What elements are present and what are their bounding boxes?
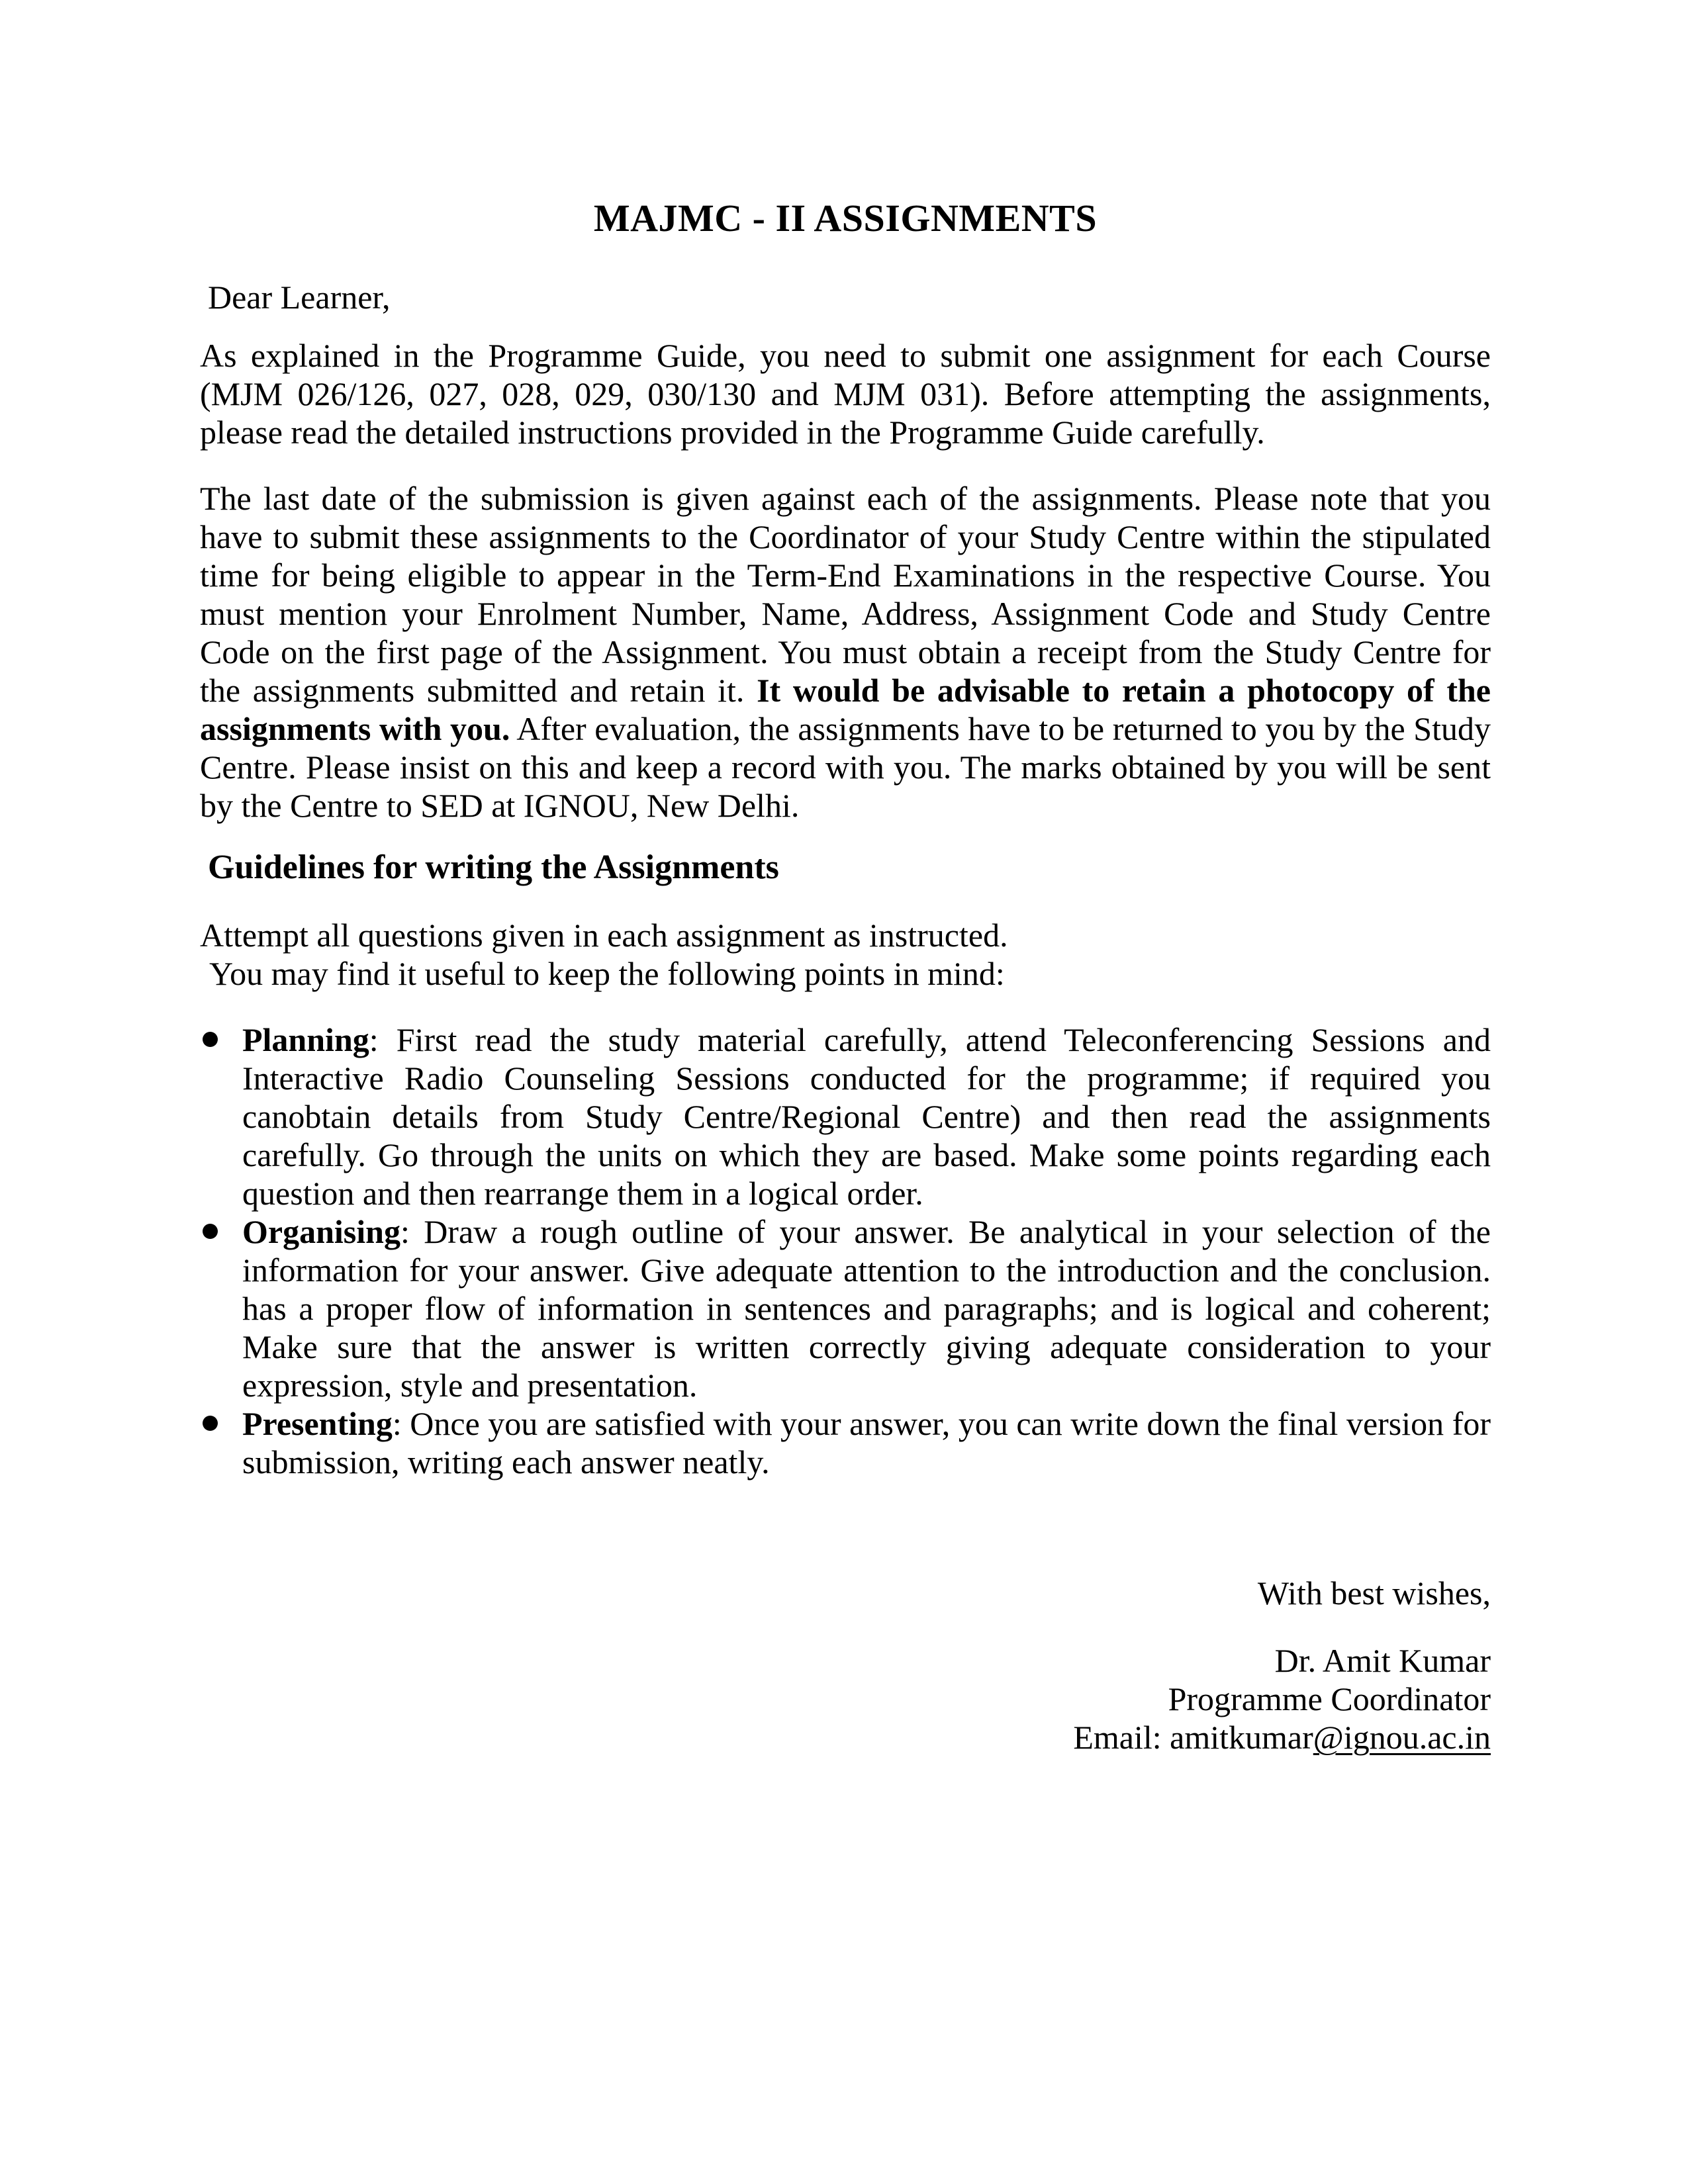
closing-line: With best wishes, [1257, 1574, 1491, 1612]
list-item-planning [242, 1021, 1491, 1212]
submission-text-before-bold: The last date of the submission is given against each of the assignments. Please note that you have to submit these assignments to the Coordinator of your Study Centre within the stipulated time for being eligible to appear in the Term-End Examinations in the respective Course. You must mention your Enrolment Number, Name, Address, Assignment Code and Study Centre Code on the first page of the Assignment. You must obtain a receipt from the Study Centre for the assignments submitted and retain it. [200, 480, 1491, 709]
salutation: Dear Learner, [208, 279, 391, 316]
page-title: MAJMC - II ASSIGNMENTS [593, 197, 1098, 240]
bullet-text-organising: : Draw a rough outline of your answer. Be analytical in your selection of the information for your answer. Give adequate attention to the introduction and the conclusion. has a proper flow of information in sentences and paragraphs; and is logical and coherent; Make sure that the answer is written correctly giving adequate consideration to your expression, style and presentation. [242, 1213, 1491, 1404]
email-label: Email: amitkumar [1073, 1719, 1313, 1756]
submission-text-after-bold: After evaluation, the assignments have to be returned to you by the Study Centre. Please insist on this and keep a record with you. The marks obtained by you will be sent by the Centre to SED at IGNOU, New Delhi. [200, 710, 1491, 824]
guidelines-line-1: Attempt all questions given in each assignment as instructed. [200, 917, 1008, 954]
email-link[interactable]: @ignou.ac.in [1313, 1719, 1491, 1756]
bullet-label-planning: Planning [242, 1021, 369, 1058]
bullet-icon [203, 1032, 218, 1047]
bullet-label-organising: Organising [242, 1213, 400, 1250]
signature-name: Dr. Amit Kumar [1274, 1642, 1491, 1679]
signature-email-line [200, 1718, 1491, 1756]
list-item-presenting [242, 1404, 1491, 1481]
bullet-icon [203, 1224, 218, 1239]
guidelines-line-2: You may find it useful to keep the following points in mind: [209, 955, 1005, 992]
signature-role: Programme Coordinator [1168, 1680, 1491, 1717]
bullet-text-presenting: : Once you are satisfied with your answer, you can write down the final version for submission, writing each answer neatly. [242, 1405, 1491, 1480]
bullet-label-presenting: Presenting [242, 1405, 393, 1442]
submission-text-bold: It would be advisable to retain a photocopy of the assignments with you. [200, 672, 1491, 747]
signature-block [200, 1574, 1491, 1756]
guidelines-list [200, 1021, 1491, 1481]
bullet-text-planning: : First read the study material carefully, attend Teleconferencing Sessions and Interactive Radio Counseling Sessions conducted for the programme; if required you canobtain details from Study Centre/Regional Centre) and then read the assignments carefully. Go through the units on which they are based. Make some points regarding each question and then rearrange them in a logical order. [242, 1021, 1491, 1212]
guidelines-heading: Guidelines for writing the Assignments [208, 848, 779, 886]
submission-paragraph [200, 479, 1491, 825]
intro-paragraph: As explained in the Programme Guide, you need to submit one assignment for each Course (MJM 026/126, 027, 028, 029, 030/130 and MJM 031). Before attempting the assignments, please read the detailed instructions provided in the Programme Guide carefully. [200, 337, 1491, 451]
list-item-organising [242, 1212, 1491, 1404]
bullet-icon [203, 1416, 218, 1431]
